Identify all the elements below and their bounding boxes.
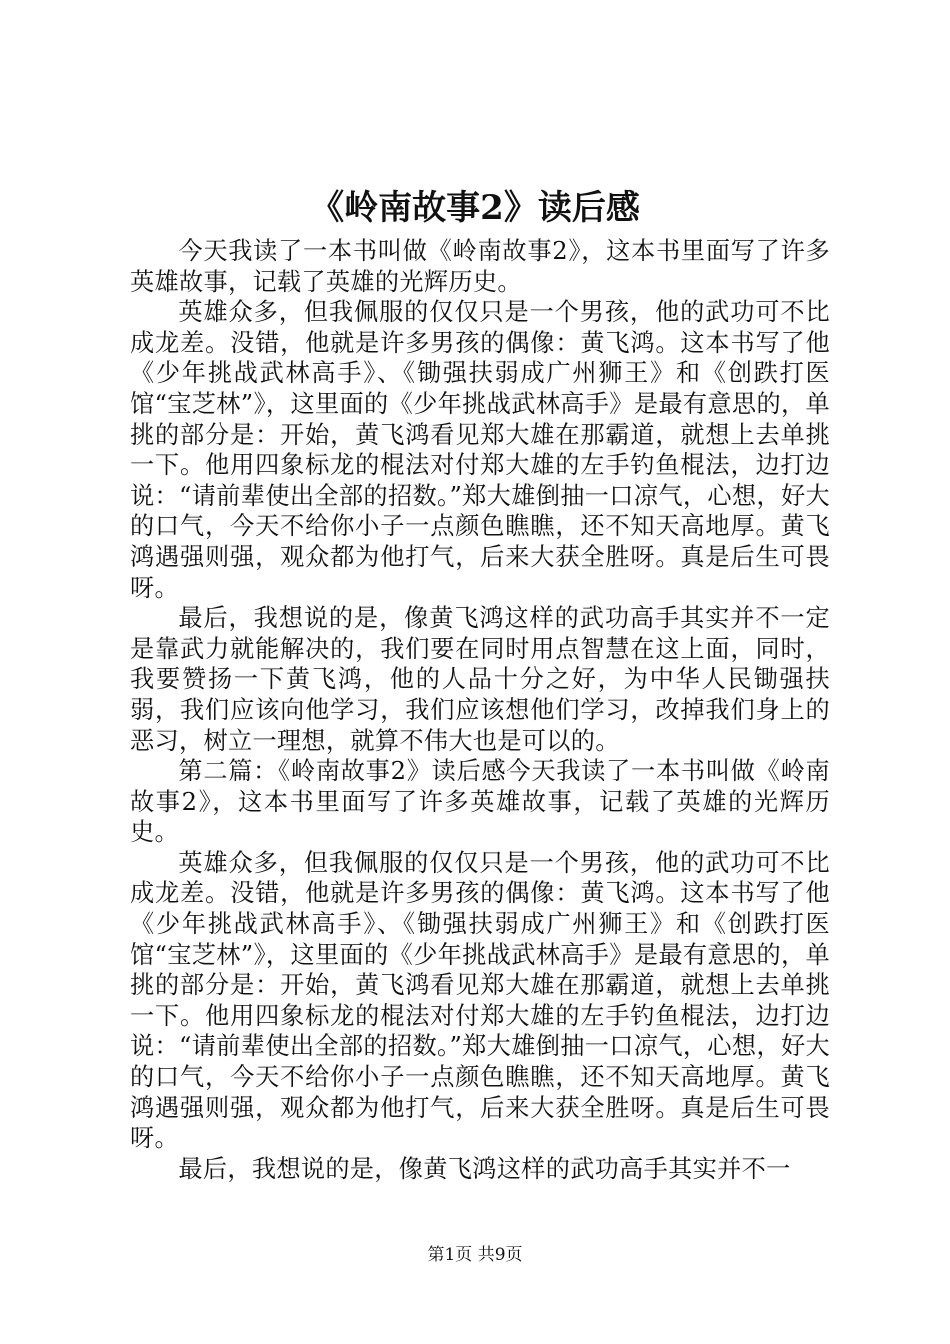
page-indicator: 第1页 共9页 (427, 1245, 523, 1265)
paragraph-conclusion: 最后，我想说的是，像黄飞鸿这样的武功高手其实并不一定是靠武力就能解决的，我们要在同时用点智慧在这上面，同时，我要赞扬一下黄飞鸿，他的人品十分之好，为中华人民锄强扶弱，我们应该向他学习，我们应该想他们学习，改掉我们身上的恶习，树立一理想，就算不伟大也是可以的。 (130, 604, 830, 755)
paragraph-second-article-story: 英雄众多，但我佩服的仅仅只是一个男孩，他的武功可不比成龙差。没错，他就是许多男孩的偶像：黄飞鸿。这本书写了他《少年挑战武林高手》、《锄强扶弱成广州狮王》和《创跌打医馆“宝芝林”》，这里面的《少年挑战武林高手》是最有意思的，单挑的部分是：开始，黄飞鸿看见郑大雄在那霸道，就想上去单挑一下。他用四象标龙的棍法对付郑大雄的左手钓鱼棍法，边打边说：“请前辈使出全部的招数。”郑大雄倒抽一口凉气，心想，好大的口气，今天不给你小子一点颜色瞧瞧，还不知天高地厚。黄飞鸿遇强则强，观众都为他打气，后来大获全胜呀。真是后生可畏呀。 (130, 848, 830, 1153)
paragraph-second-article-conclusion: 最后，我想说的是，像黄飞鸿这样的武功高手其实并不一 (178, 1154, 791, 1183)
document-title: 《岭南故事2》读后感 (310, 188, 640, 228)
paragraph-second-article-intro: 第二篇：《岭南故事2》读后感今天我读了一本书叫做《岭南故事2》，这本书里面写了许多英雄故事，记载了英雄的光辉历史。 (130, 757, 830, 847)
paragraph-story: 英雄众多，但我佩服的仅仅只是一个男孩，他的武功可不比成龙差。没错，他就是许多男孩的偶像：黄飞鸿。这本书写了他《少年挑战武林高手》、《锄强扶弱成广州狮王》和《创跌打医馆“宝芝林”》，这里面的《少年挑战武林高手》是最有意思的，单挑的部分是：开始，黄飞鸿看见郑大雄在那霸道，就想上去单挑一下。他用四象标龙的棍法对付郑大雄的左手钓鱼棍法，边打边说：“请前辈使出全部的招数。”郑大雄倒抽一口凉气，心想，好大的口气，今天不给你小子一点颜色瞧瞧，还不知天高地厚。黄飞鸿遇强则强，观众都为他打气，后来大获全胜呀。真是后生可畏呀。 (130, 298, 830, 602)
paragraph-intro: 今天我读了一本书叫做《岭南故事2》，这本书里面写了许多英雄故事，记载了英雄的光辉历史。 (130, 237, 830, 296)
document-body (130, 236, 830, 1184)
